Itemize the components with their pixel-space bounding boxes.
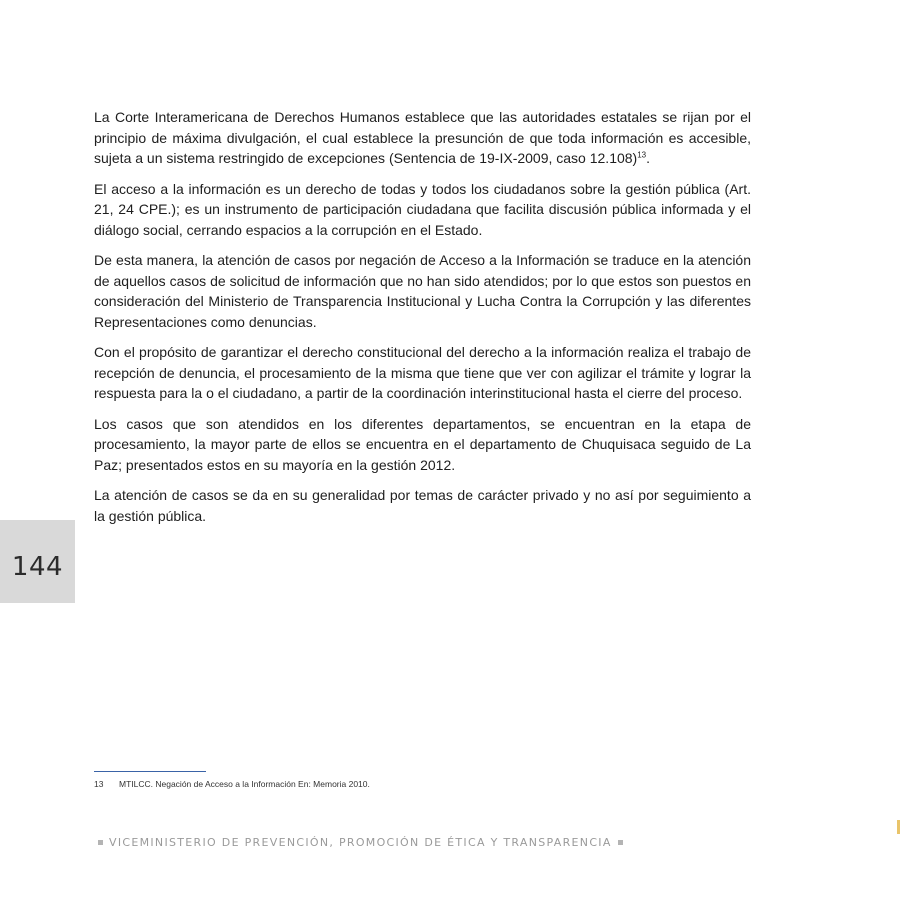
main-text (94, 107, 751, 536)
paragraph-1-text: La Corte Interamericana de Derechos Humanos establece que las autoridades estatales se rijan por el principio de máxima divulgación, el cual establece la presunción de que toda información es accesible, sujeta a un sistema restringido de excepciones (Sentencia de 19-IX-2009, caso 12.108) (94, 109, 751, 166)
paragraph-5: Los casos que son atendidos en los diferentes departamentos, se encuentran en la etapa de procesamiento, la mayor parte de ellos se encuentra en el departamento de Chuquisaca seguido de La Paz; presentados estos en su mayoría en la gestión 2012. (94, 415, 751, 473)
footer-text: VICEMINISTERIO DE PREVENCIÓN, PROMOCIÓN DE ÉTICA Y TRANSPARENCIA (109, 836, 612, 849)
page-footer (92, 836, 629, 849)
paragraph-3: De esta manera, la atención de casos por negación de Acceso a la Información se traduce en la atención de aquellos casos de solicitud de información que no han sido atendidos; por lo que estos son puestos en consideración del Ministerio de Transparencia Institucional y Lucha Contra la Corrupción y las diferentes Representaciones como denuncias. (94, 252, 751, 330)
paragraph-6: La atención de casos se da en su generalidad por temas de carácter privado y no así por seguimiento a la gestión pública. (94, 487, 751, 524)
paragraph-4: Con el propósito de garantizar el derecho constitucional del derecho a la información realiza el trabajo de recepción de denuncia, el procesamiento de la misma que tiene que ver con agilizar el trámite y lograr la respuesta para la o el ciudadano, a partir de la coordinación interinstitucional hasta el cierre del proceso. (94, 344, 751, 401)
page-number: 144 (11, 551, 64, 582)
square-bullet-icon (98, 840, 103, 845)
footnote (94, 779, 370, 789)
footnote-ref[interactable]: 13 (637, 150, 647, 160)
footnote-divider (94, 771, 206, 772)
paragraph-2: El acceso a la información es un derecho de todas y todos los ciudadanos sobre la gestión pública (Art. 21, 24 CPE.); es un instrumento de participación ciudadana que facilita discusión pública informada y el diálogo social, cerrando espacios a la corrupción en el Estado. (94, 180, 751, 238)
footnote-text: MTILCC. Negación de Acceso a la Información En: Memoria 2010. (119, 779, 370, 789)
page-number-tab (0, 520, 75, 603)
paragraph-1 (94, 107, 751, 169)
footnote-number: 13 (94, 779, 104, 789)
square-bullet-icon (618, 840, 623, 845)
paragraph-1-end: . (646, 150, 651, 166)
